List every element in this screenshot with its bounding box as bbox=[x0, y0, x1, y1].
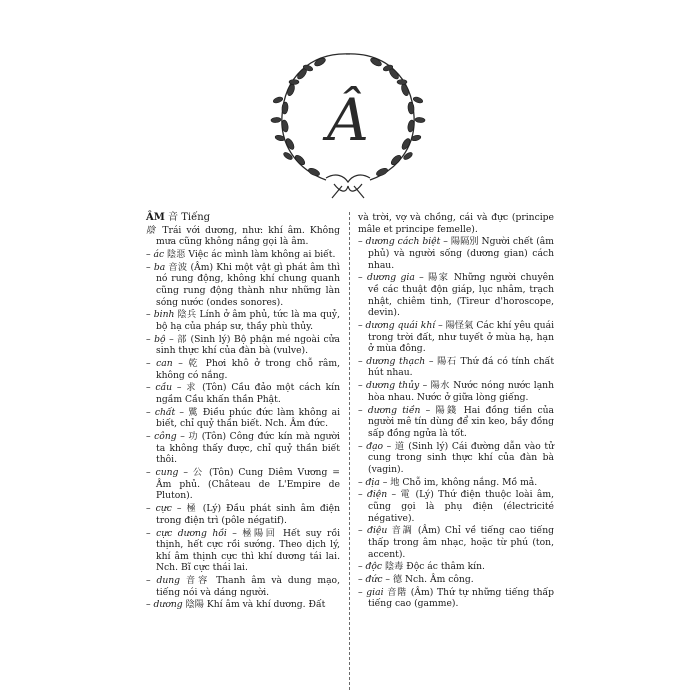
dictionary-entry bbox=[358, 525, 554, 560]
entry-dash: – bbox=[146, 261, 154, 273]
dictionary-entry bbox=[358, 272, 554, 318]
entry-definition: – 道 (Sinh lý) Cái đường dẫn vào tử cung trong sinh thực khí của đàn bà (vagin). bbox=[368, 440, 554, 475]
entry-term: chất bbox=[154, 406, 176, 418]
dictionary-entry bbox=[358, 561, 554, 573]
entry-dash: – bbox=[146, 333, 155, 345]
entry-term: địa bbox=[365, 476, 380, 488]
entry-term: dương gia bbox=[366, 272, 415, 284]
entry-term: 陰 bbox=[146, 224, 158, 236]
entry-term: cầu bbox=[155, 382, 173, 394]
entry-term: đạo bbox=[366, 440, 384, 452]
left-column bbox=[146, 212, 340, 612]
entry-dash: – bbox=[358, 440, 367, 452]
dictionary-entry bbox=[358, 356, 554, 379]
entry-definition: – 德 Nch. Âm công. bbox=[382, 574, 474, 586]
entry-definition: 音階 (Âm) Thứ tự những tiếng thấp tiếng cao (gamme). bbox=[368, 586, 554, 610]
dictionary-entry bbox=[146, 503, 340, 526]
entry-definition: – 電 (Lý) Thứ điện thuộc loài âm, cũng gọi là phụ điện (électricité négative). bbox=[368, 489, 554, 524]
entry-term: can bbox=[156, 358, 173, 370]
entry-definition: – 陽錢 Hai đồng tiền của người mê tín dùng để xin keo, bầy đồng sấp đồng ngửa là tốt. bbox=[368, 404, 554, 439]
entry-dash: – bbox=[146, 599, 154, 611]
entry-dash: – bbox=[358, 489, 367, 501]
entry-definition: và trời, vợ và chồng, cái và đực (principe mâle et principe femelle). bbox=[358, 212, 554, 235]
dictionary-entry bbox=[146, 334, 340, 357]
dictionary-entry bbox=[146, 599, 340, 611]
dictionary-entry bbox=[358, 380, 554, 403]
entry-dash: – bbox=[146, 309, 154, 321]
dictionary-entry bbox=[146, 249, 340, 261]
right-column bbox=[358, 212, 554, 611]
ornamental-initial: Â bbox=[327, 86, 369, 154]
dictionary-entry bbox=[146, 358, 340, 381]
entry-term: cực dương hồi bbox=[156, 527, 227, 539]
entry-term: cung bbox=[155, 467, 179, 479]
right-entry-list bbox=[358, 212, 554, 610]
entry-definition: – 功 (Tôn) Công đức kín mà người ta không thấy được, chỉ quỷ thần biết thôi. bbox=[156, 431, 341, 466]
entry-dash: – bbox=[358, 561, 366, 573]
entry-definition: – 極 (Lý) Đầu phát sinh âm điện trong điện trì (pôle négatif). bbox=[156, 503, 340, 526]
entry-definition: – 部 (Sinh lý) Bộ phận mé ngoài cửa sinh thực khí của đàn bà (vulve). bbox=[156, 333, 340, 357]
laurel-wreath-ornament bbox=[258, 44, 438, 202]
entry-definition: 音容 Thanh âm và dung mạo, tiếng nói và dáng người. bbox=[156, 575, 340, 598]
entry-dash: – bbox=[146, 431, 155, 443]
entry-definition: – 陽石 Thứ đá có tính chất hút nhau. bbox=[368, 355, 555, 379]
entry-term: dương thủy bbox=[365, 380, 420, 392]
entry-term: binh bbox=[153, 309, 175, 321]
headword-line bbox=[146, 212, 340, 224]
entry-term: đức bbox=[365, 574, 383, 586]
entry-dash: – bbox=[146, 575, 157, 587]
entry-term: giai bbox=[366, 586, 384, 598]
entry-definition: 陰陽 Khí âm và khí dương. Đất bbox=[182, 599, 326, 611]
entry-definition: – 極陽回 Hết suy rồi thịnh, hết cực rồi sướng. Theo dịch lý, khí âm thịnh cực thì khí dương tái lai. Nch. Bĩ cực thái lai. bbox=[156, 527, 341, 574]
entry-dash: – bbox=[358, 586, 367, 598]
dictionary-entry bbox=[358, 489, 554, 524]
entry-term: ba bbox=[153, 261, 166, 273]
entry-dash: – bbox=[146, 382, 156, 394]
entry-term: cực bbox=[155, 503, 172, 515]
dictionary-entry bbox=[358, 236, 554, 271]
entry-definition: – 公 (Tôn) Cung Diêm Vương = Âm phủ. (Château de L'Empire de Pluton). bbox=[156, 467, 340, 502]
dictionary-entry bbox=[146, 262, 340, 308]
entry-dash: – bbox=[146, 527, 157, 539]
entry-definition: 音調 (Âm) Chỉ về tiếng cao tiếng thấp trong âm nhạc, hoặc từ phú (ton, accent). bbox=[368, 525, 554, 560]
headword: ÂM bbox=[146, 212, 165, 223]
entry-definition: – 求 (Tôn) Cầu đảo một cách kín ngầm Cầu khấn thần Phật. bbox=[156, 382, 341, 406]
entry-dash: – bbox=[358, 574, 366, 586]
entry-dash: – bbox=[358, 380, 366, 392]
entry-definition: – 陽水 Nước nóng nước lạnh hòa nhau. Nước ở giữa lòng giếng. bbox=[368, 380, 555, 403]
entry-term: công bbox=[154, 431, 177, 443]
dictionary-entry bbox=[358, 477, 554, 489]
dictionary-entry bbox=[358, 320, 554, 355]
dictionary-entry bbox=[146, 431, 340, 466]
entry-definition: – 陽怪氣 Các khí yêu quái trong trời đất, như tuyết ở mùa hạ, hạn ở mùa đông. bbox=[368, 319, 555, 355]
entry-dash: – bbox=[146, 467, 156, 479]
entry-definition: – 地 Chỗ im, không nắng. Mồ mả. bbox=[379, 476, 538, 488]
entry-definition: Trái với dương, như: khí âm. Không mưa cũng không nắng gọi là âm. bbox=[156, 224, 341, 248]
dictionary-entry bbox=[358, 212, 554, 235]
dictionary-entry bbox=[146, 225, 340, 248]
dictionary-entry bbox=[358, 587, 554, 610]
entry-dash: – bbox=[358, 404, 368, 416]
dictionary-entry bbox=[358, 405, 554, 440]
dictionary-entry bbox=[146, 467, 340, 502]
entry-term: ác bbox=[153, 248, 165, 260]
entry-term: dương bbox=[153, 599, 183, 611]
entry-term: dương cách biệt bbox=[365, 236, 441, 248]
entry-term: dương tiền bbox=[367, 404, 421, 416]
dictionary-entry bbox=[146, 309, 340, 332]
entry-definition: – 乾 Phơi khô ở trong chỗ râm, không có nắng. bbox=[156, 358, 340, 381]
entry-definition: 陰兵 Lính ở âm phủ, tức là ma quỷ, bộ hạ của pháp sư, thầy phù thủy. bbox=[156, 309, 340, 332]
entry-term: điện bbox=[366, 489, 388, 501]
entry-definition: 音波 (Âm) Khi một vật gì phát âm thì nó rung động, không khí chung quanh cũng rung động thành như những làn sóng nước (ondes sonores). bbox=[156, 261, 341, 308]
entry-term: dương quái khí bbox=[365, 319, 436, 331]
entry-definition: 陰惡 Việc ác mình làm không ai biết. bbox=[164, 248, 336, 260]
headword-gloss: Tiếng bbox=[181, 212, 211, 223]
entry-term: bộ bbox=[154, 333, 166, 345]
entry-dash: – bbox=[358, 355, 367, 367]
entry-term: độc bbox=[365, 561, 383, 573]
dictionary-entry bbox=[146, 382, 340, 405]
left-entry-list bbox=[146, 225, 340, 611]
headword-han: 音 bbox=[168, 212, 179, 223]
entry-dash: – bbox=[358, 236, 366, 248]
entry-dash: – bbox=[146, 503, 156, 515]
entry-term: dung bbox=[156, 575, 181, 587]
dictionary-entry bbox=[146, 575, 340, 598]
entry-dash: – bbox=[358, 272, 367, 284]
entry-dash: – bbox=[146, 406, 155, 418]
entry-dash: – bbox=[358, 476, 366, 488]
entry-term: điệu bbox=[367, 525, 388, 537]
entry-definition: – 陽隔別 Người chết (âm phủ) và người sống (dương gian) cách nhau. bbox=[368, 236, 554, 271]
entry-term: dương thạch bbox=[366, 355, 426, 367]
entry-definition: – 騭 Điều phúc đức làm không ai biết, chỉ quỷ thần biết. Nch. Âm đức. bbox=[156, 406, 341, 430]
dictionary-entry bbox=[358, 441, 554, 476]
dictionary-entry bbox=[146, 528, 340, 574]
dictionary-entry bbox=[146, 407, 340, 430]
entry-dash: – bbox=[146, 248, 154, 260]
entry-dash: – bbox=[146, 358, 157, 370]
entry-dash: – bbox=[358, 525, 368, 537]
dictionary-entry bbox=[358, 574, 554, 586]
entry-definition: – 陽家 Những người chuyên về các thuật độn giáp, lục nhâm, trạch nhật, chiêm tinh, (Tireur d'horoscope, devin). bbox=[368, 272, 554, 319]
column-divider bbox=[349, 212, 350, 690]
entry-dash: – bbox=[358, 319, 366, 331]
entry-definition: 陰毒 Độc ác thâm kín. bbox=[382, 561, 485, 573]
